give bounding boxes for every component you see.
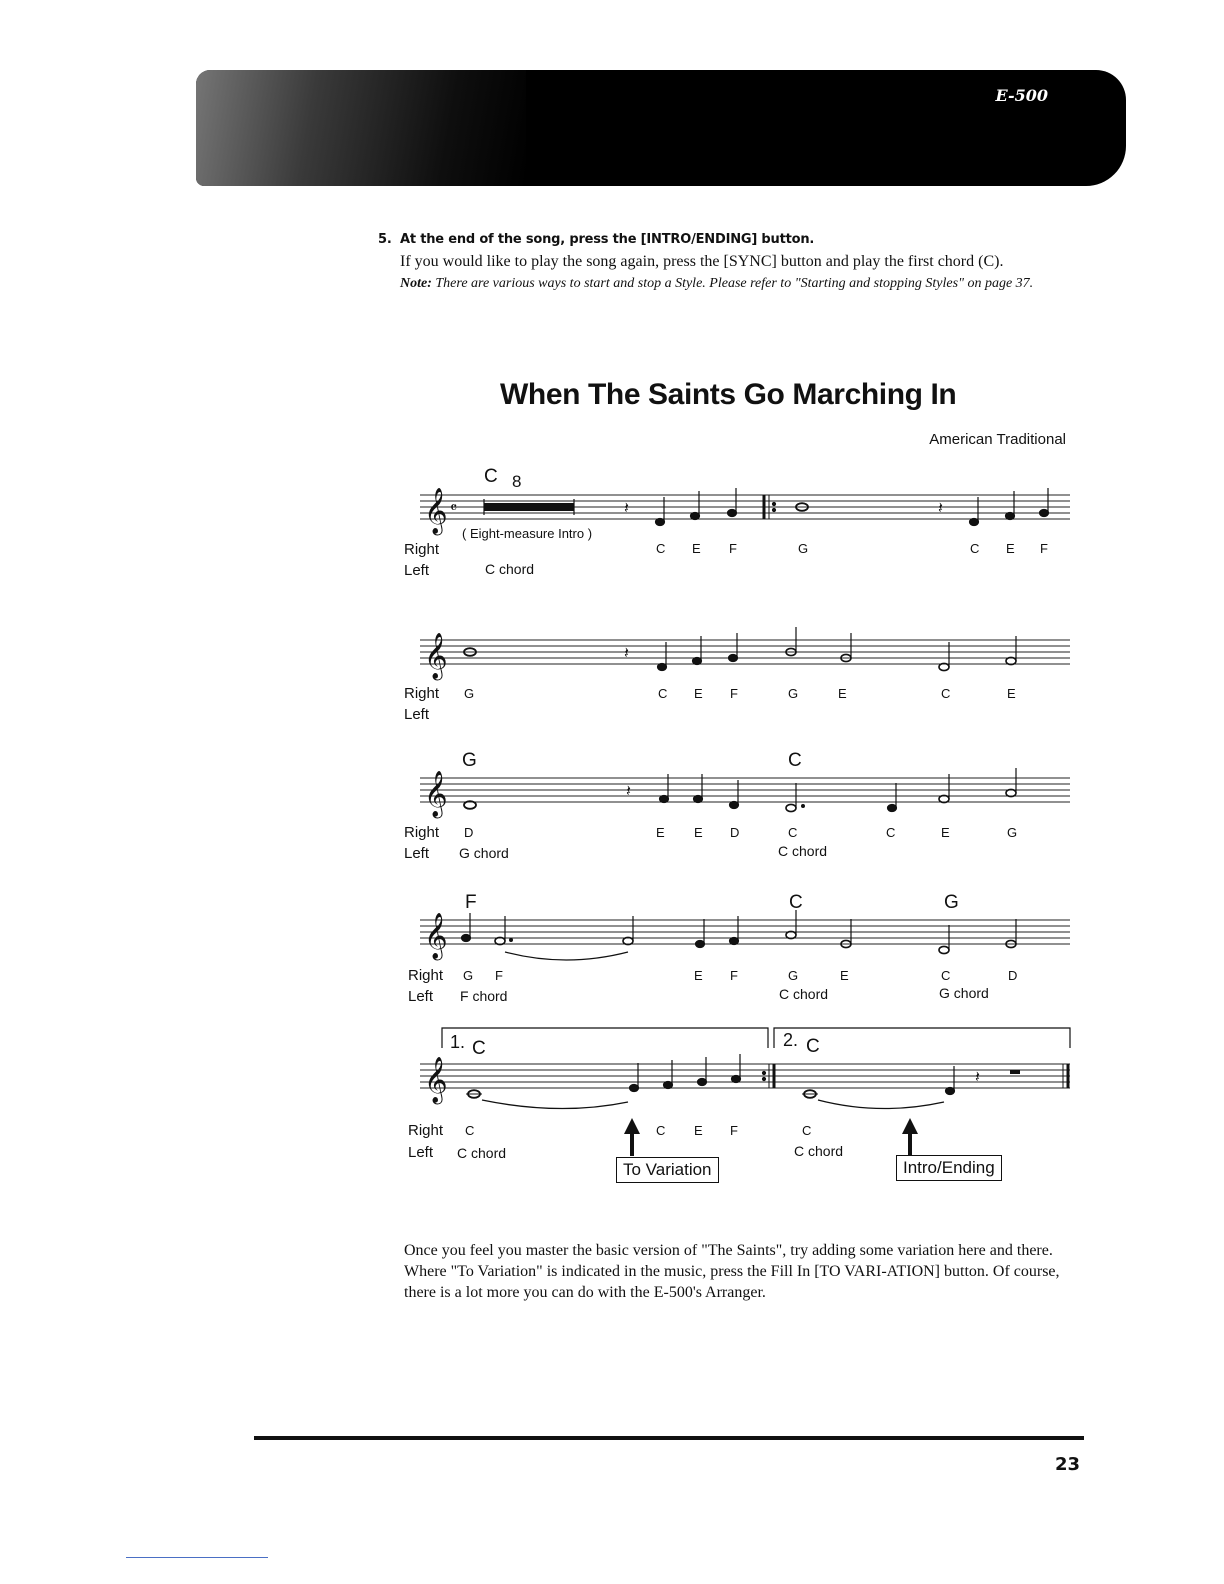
- ending-number: 1.: [450, 1032, 466, 1052]
- chord-symbol: G: [944, 892, 959, 913]
- treble-clef-icon: 𝄞: [424, 913, 448, 959]
- ending-brackets: [442, 1028, 1070, 1048]
- chord-label: C chord: [485, 561, 535, 577]
- left-label: Left: [408, 1144, 434, 1161]
- song-title: When The Saints Go Marching In: [500, 378, 957, 411]
- chord-symbol: F: [465, 892, 477, 913]
- note-name: C: [656, 1123, 666, 1138]
- note-name: E: [694, 1123, 703, 1138]
- note-name: D: [730, 825, 740, 840]
- left-label: Left: [404, 845, 430, 862]
- note-name: E: [1007, 686, 1016, 701]
- note-name: G: [788, 686, 799, 701]
- treble-clef-icon: 𝄞: [424, 1057, 448, 1103]
- note-name: E: [1006, 541, 1015, 556]
- svg-text:𝄽: 𝄽: [975, 1069, 980, 1086]
- arrow-up-icon: [624, 1118, 640, 1156]
- note-name: D: [1008, 968, 1018, 983]
- rest-icon: 𝄽: [624, 500, 629, 517]
- svg-text:𝄽: 𝄽: [626, 783, 631, 800]
- note-name: C: [941, 686, 951, 701]
- step-heading-text: At the end of the song, press the [INTRO/ENDING] button.: [400, 232, 815, 247]
- note-name: C: [658, 686, 668, 701]
- closing-paragraph: Once you feel you master the basic version of "The Saints", try adding some variation here and there. Where "To Variation" is indicated in the music, press the Fill In [TO VARI-ATION] button. Of course, there is a lot more you can do with the E-500's Arranger.: [404, 1242, 1060, 1301]
- chord-label: C chord: [779, 986, 829, 1002]
- right-label: Right: [408, 1122, 444, 1139]
- tie: [505, 952, 628, 960]
- to-variation-cue: To Variation: [616, 1157, 719, 1183]
- note-name: C: [802, 1123, 812, 1138]
- treble-clef-icon: 𝄞: [424, 771, 448, 817]
- chord-symbol: G: [462, 750, 477, 771]
- left-label: Left: [404, 562, 430, 579]
- note-name: E: [694, 686, 703, 701]
- note-name: E: [692, 541, 701, 556]
- note-text: There are various ways to start and stop a Style. Please refer to "Starting and stopping Styles" on page 37.: [435, 276, 1034, 291]
- note-name: E: [840, 968, 849, 983]
- intro-ending-cue: Intro/Ending: [896, 1155, 1002, 1181]
- chord-label: F chord: [460, 988, 508, 1004]
- common-time-icon: 𝄴: [450, 498, 458, 517]
- chord-label: C chord: [794, 1143, 844, 1159]
- note-name: G: [798, 541, 809, 556]
- step-body: If you would like to play the song again, press the [SYNC] button and play the first chord (C).: [400, 253, 1004, 270]
- footer-rule: [254, 1436, 1084, 1440]
- intro-count: 8: [512, 472, 522, 491]
- svg-text:𝄽: 𝄽: [938, 500, 943, 517]
- step-number: 5.: [378, 232, 392, 247]
- note-name: F: [729, 541, 737, 556]
- note-name: E: [694, 968, 703, 983]
- treble-clef-icon: 𝄞: [424, 633, 448, 679]
- chord-symbol: C: [788, 750, 802, 771]
- intro-note: ( Eight-measure Intro ): [462, 526, 593, 541]
- chord-symbol: C: [789, 892, 803, 913]
- note-name: G: [463, 968, 474, 983]
- note-name: C: [886, 825, 896, 840]
- note-name: F: [730, 968, 738, 983]
- chord-label: G chord: [939, 985, 989, 1001]
- note-name: E: [941, 825, 950, 840]
- note-name: C: [941, 968, 951, 983]
- left-label: Left: [404, 706, 430, 723]
- treble-clef-icon: 𝄞: [424, 488, 448, 534]
- note-name: F: [730, 686, 738, 701]
- ending-number: 2.: [783, 1030, 799, 1050]
- composer: American Traditional: [929, 431, 1066, 448]
- cue-arrows: [624, 1118, 918, 1156]
- right-label: Right: [404, 541, 440, 558]
- right-label: Right: [404, 824, 440, 841]
- chord-label: C chord: [778, 843, 828, 859]
- treble-clefs: [424, 488, 448, 1105]
- note-name: C: [465, 1123, 475, 1138]
- chord-label: G chord: [459, 845, 509, 861]
- chord-symbol: C: [806, 1036, 820, 1057]
- note-name: C: [970, 541, 980, 556]
- whole-rest: [1010, 1070, 1020, 1074]
- note-name: G: [788, 968, 799, 983]
- note-label: Note:: [400, 276, 432, 291]
- note-name: D: [464, 825, 474, 840]
- intro-chord: C: [484, 466, 498, 487]
- note-name: C: [788, 825, 798, 840]
- right-label: Right: [408, 967, 444, 984]
- footnote-rule: [126, 1557, 268, 1558]
- svg-text:𝄽: 𝄽: [624, 645, 629, 662]
- note-name: F: [730, 1123, 738, 1138]
- note-name: E: [838, 686, 847, 701]
- chord-symbol: C: [472, 1038, 486, 1059]
- note-name: F: [495, 968, 503, 983]
- note-name: C: [656, 541, 666, 556]
- page-number: 23: [1054, 1454, 1080, 1475]
- note-name: E: [656, 825, 665, 840]
- right-label: Right: [404, 685, 440, 702]
- multi-measure-rest: [484, 503, 574, 511]
- arrow-up-icon: [902, 1118, 918, 1156]
- note-name: F: [1040, 541, 1048, 556]
- note-name: G: [464, 686, 475, 701]
- note-name: G: [1007, 825, 1018, 840]
- model-name: E-500: [995, 86, 1048, 105]
- note-name: E: [694, 825, 703, 840]
- left-label: Left: [408, 988, 434, 1005]
- chord-label: C chord: [457, 1145, 507, 1161]
